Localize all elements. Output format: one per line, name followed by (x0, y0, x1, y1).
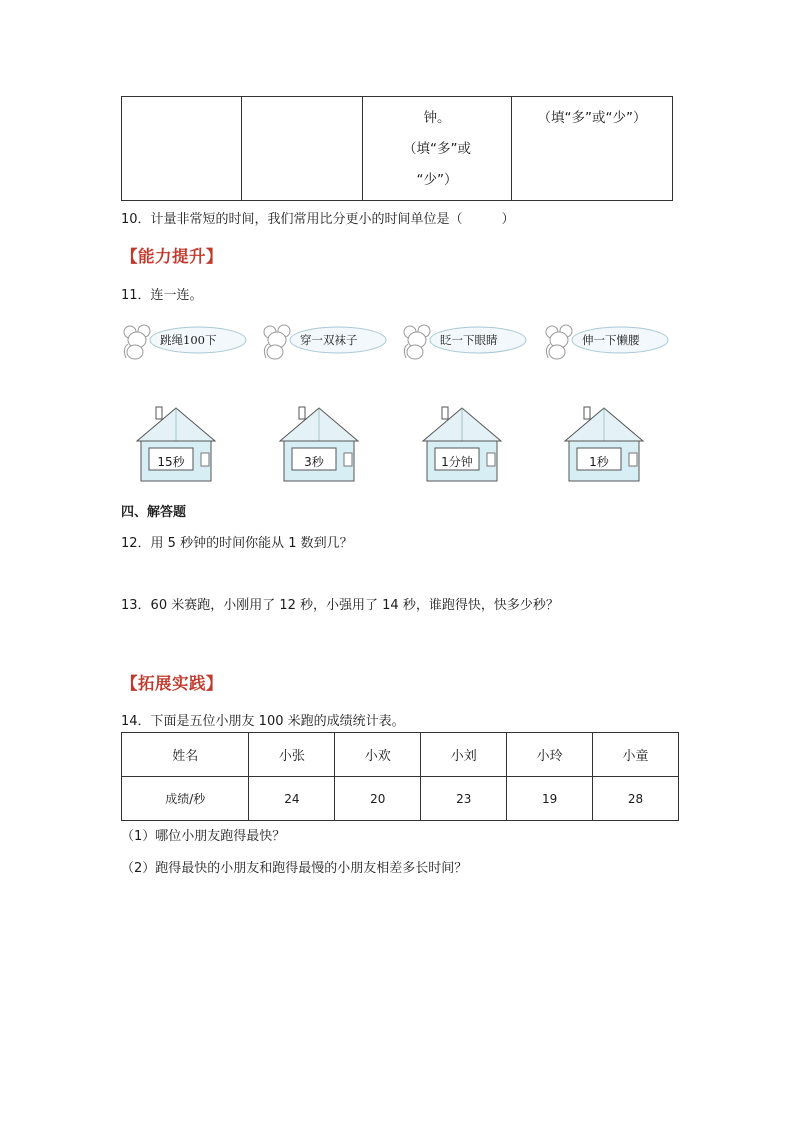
house-label: 1秒 (589, 455, 609, 469)
house-15s (135, 405, 217, 483)
cell-line: “少”） (416, 172, 458, 188)
table-cell: 小张 (249, 733, 335, 777)
activity-label: 穿一双袜子 (300, 333, 358, 347)
table-cell-empty-2 (242, 97, 363, 201)
table-cell-empty-1 (122, 97, 242, 201)
section-heading-4: 四、解答题 (121, 505, 187, 520)
activity-label: 跳绳100下 (160, 333, 217, 347)
table-row (122, 777, 679, 821)
house-icon (421, 405, 503, 483)
cell-line: 钟。 (423, 110, 451, 126)
house-1min (421, 405, 503, 483)
table-cell-answer-4 (512, 97, 673, 201)
table-cell: 20 (335, 777, 421, 821)
house-label: 15秒 (157, 455, 185, 469)
question-10: 10．计量非常短的时间，我们常用比分更小的时间单位是（ ） (121, 212, 515, 227)
comparison-table-fragment (121, 96, 673, 201)
table-cell: 19 (507, 777, 593, 821)
question-11: 11．连一连。 (121, 288, 203, 303)
house-label: 3秒 (304, 455, 324, 469)
activity-label: 眨一下眼睛 (440, 333, 498, 347)
cell-line: （填“多”或“少”） (537, 110, 647, 126)
table-row (122, 733, 679, 777)
table-cell: 姓名 (122, 733, 249, 777)
section-heading-expand: 【拓展实践】 (121, 674, 223, 693)
question-14-2: （2）跑得最快的小朋友和跑得最慢的小朋友相差多长时间？ (121, 861, 468, 876)
house-icon (278, 405, 360, 483)
table-cell-answer-3 (363, 97, 512, 201)
question-12: 12．用 5 秒钟的时间你能从 1 数到几？ (121, 536, 353, 551)
house-icon (135, 405, 217, 483)
activity-bubbles (120, 318, 680, 362)
table-cell: 23 (421, 777, 507, 821)
table-cell: 成绩/秒 (122, 777, 249, 821)
activity-bubble (120, 318, 250, 362)
table-cell: 小刘 (421, 733, 507, 777)
activity-label: 伸一下懒腰 (582, 333, 640, 347)
house-icon (563, 405, 645, 483)
cell-line: （填“多”或 (403, 141, 471, 157)
question-14-1: （1）哪位小朋友跑得最快？ (121, 829, 286, 844)
activity-bubble (542, 318, 672, 362)
question-13: 13．60 米赛跑，小刚用了 12 秒，小强用了 14 秒，谁跑得快，快多少秒？ (121, 598, 559, 613)
table-cell: 小童 (593, 733, 679, 777)
activity-bubble (400, 318, 530, 362)
section-heading-ability: 【能力提升】 (121, 247, 223, 266)
table-cell: 28 (593, 777, 679, 821)
house-3s (278, 405, 360, 483)
table-cell: 24 (249, 777, 335, 821)
activity-bubble (260, 318, 390, 362)
table-cell: 小玲 (507, 733, 593, 777)
score-table (121, 732, 679, 821)
house-label: 1分钟 (441, 455, 473, 469)
question-14: 14．下面是五位小朋友 100 米跑的成绩统计表。 (121, 714, 405, 729)
house-1s (563, 405, 645, 483)
table-cell: 小欢 (335, 733, 421, 777)
